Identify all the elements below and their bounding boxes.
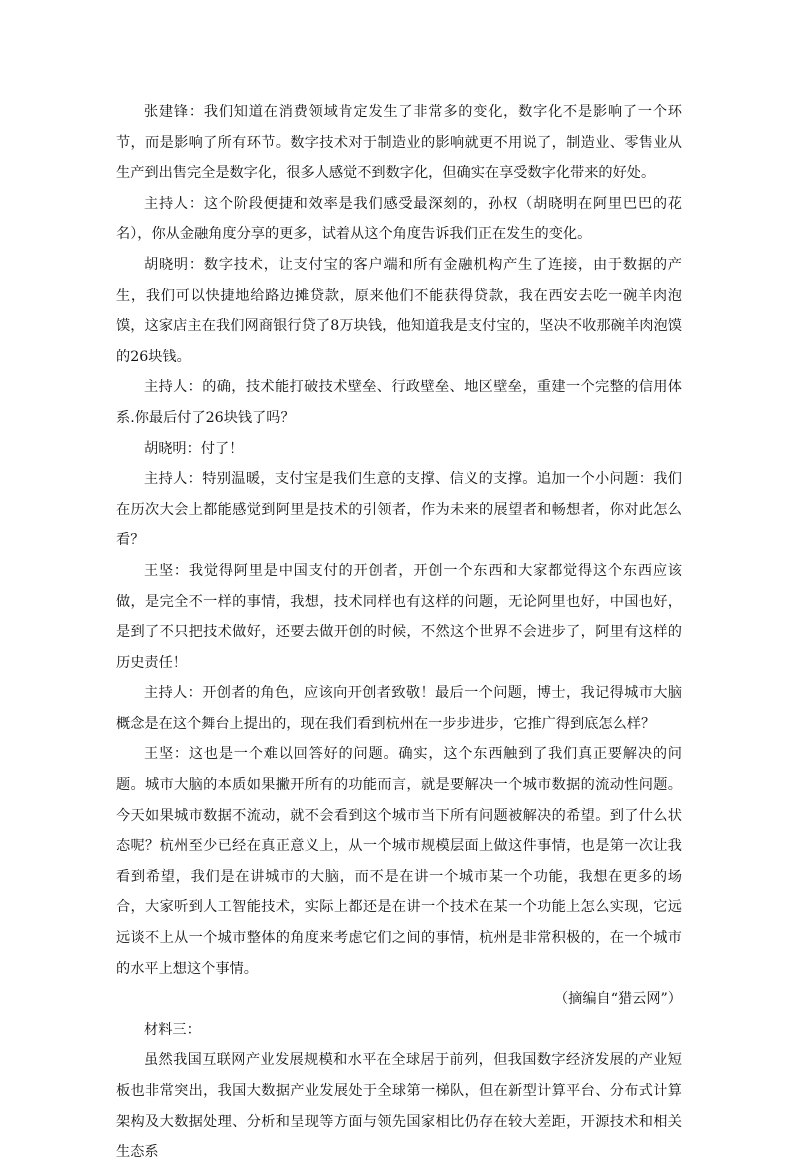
document-body	[116, 97, 682, 1168]
paragraph-hu-xiaoming-1: 胡晓明：数字技术，让支付宝的客户端和所有金融机构产生了连接，由于数据的产生，我们可以快捷地给路边摊贷款，原来他们不能获得贷款，我在西安去吃一碗羊肉泡馍，这家店主在我们网商银行贷了8万块钱，他知道我是支付宝的，坚决不收那碗羊肉泡馍的26块钱。	[116, 256, 682, 365]
source-note: （摘编自“猎云网”）	[553, 991, 682, 1008]
paragraph-host-2: 主持人：的确，技术能打破技术壁垒、行政壁垒、地区壁垒，重建一个完整的信用体系.你最后付了26块钱了吗？	[116, 379, 682, 426]
section-paragraph: 虽然我国互联网产业发展规模和水平在全球居于前列，但我国数字经济发展的产业短板也非常突出，我国大数据产业发展处于全球第一梯队，但在新型计算平台、分布式计算架构及大数据处理、分析和呈现等方面与领先国家相比仍存在较大差距，开源技术和相关生态系	[116, 1052, 682, 1161]
paragraph-host-4: 主持人：开创者的角色，应该向开创者致敬！最后一个问题，博士，我记得城市大脑概念是在这个舞台上提出的，现在我们看到杭州在一步步进步，它推广得到底怎么样？	[116, 685, 682, 732]
paragraph-zhang-jianfeng: 张建锋：我们知道在消费领域肯定发生了非常多的变化，数字化不是影响了一个环节，而是影响了所有环节。数字技术对于制造业的影响就更不用说了，制造业、零售业从生产到出售完全是数字化，很多人感觉不到数字化，但确实在享受数字化带来的好处。	[116, 104, 682, 182]
section-label: 材料三：	[144, 1021, 201, 1038]
paragraph-wang-jian-2: 王坚：这也是一个难以回答好的问题。确实，这个东西触到了我们真正要解决的问题。城市大脑的本质如果撇开所有的功能而言，就是要解决一个城市数据的流动性问题。今天如果城市数据不流动，就不会看到这个城市当下所有问题被解决的希望。到了什么状态呢？杭州至少已经在真正意义上，从一个城市规模层面上做这件事情，也是第一次让我看到希望，我们是在讲城市的大脑，而不是在讲一个城市某一个功能，我想在更多的场合，大家听到人工智能技术，实际上都还是在讲一个技术在某一个功能上怎么实现，它远远谈不上从一个城市整体的角度来考虑它们之间的事情，杭州是非常积极的，在一个城市的水平上想这个事情。	[116, 746, 682, 977]
paragraph-wang-jian-1: 王坚：我觉得阿里是中国支付的开创者，开创一个东西和大家都觉得这个东西应该做，是完全不一样的事情，我想，技术同样也有这样的问题，无论阿里也好，中国也好，是到了不只把技术做好，还要去做开创的时候，不然这个世界不会进步了，阿里有这样的历史责任！	[116, 562, 682, 671]
paragraph-hu-xiaoming-2: 胡晓明：付了！	[144, 440, 244, 457]
paragraph-host-1: 主持人：这个阶段便捷和效率是我们感受最深刻的，孙权（胡晓明在阿里巴巴的花名），你从金融角度分享的更多，试着从这个角度告诉我们正在发生的变化。	[116, 195, 682, 243]
paragraph-host-3: 主持人：特别温暖，支付宝是我们生意的支撑、信义的支撑。追加一个小问题：我们在历次大会上都能感觉到阿里是技术的引领者，作为未来的展望者和畅想者，你对此怎么看？	[116, 471, 682, 549]
